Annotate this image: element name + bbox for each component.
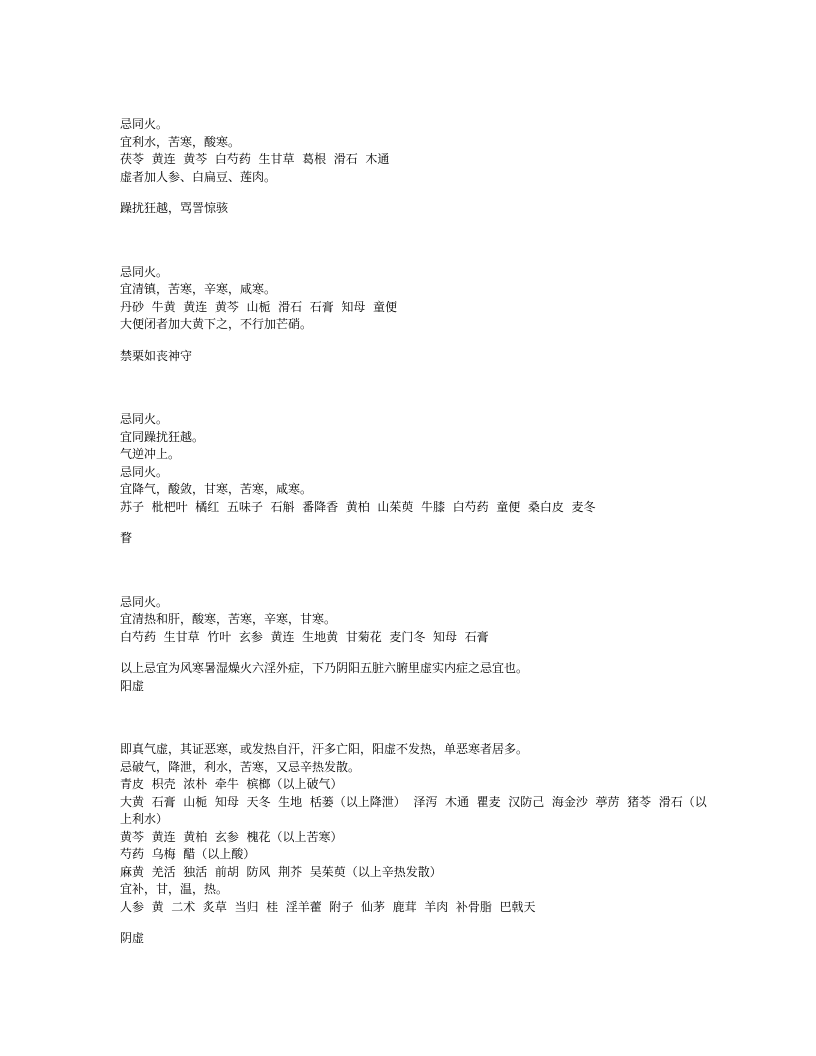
text-line: 忌同火。 [120,412,169,426]
herb-list: 黄芩 黄连 黄柏 玄参 槐花（以上苦寒） [120,829,343,844]
herb-list: 大黄 石膏 山栀 知母 天冬 生地 栝蒌（以上降泄） 泽泻 木通 瞿麦 汉防己 海金沙 葶苈 猪苓 滑石（以上利水） [120,794,707,826]
herb-list: 芍药 乌梅 醋（以上酸） [120,847,256,861]
herb-list: 青皮 枳壳 浓朴 牵牛 槟榔（以上破气） [120,777,343,791]
text-line: 虚者加人参、白扁豆、莲肉。 [120,169,277,184]
text-line: 即真气虚，其证恶寒，或发热自汗，汗多亡阳，阳虚不发热，单恶寒者居多。 [120,742,529,756]
text-line: 宜补，甘，温，热。 [120,882,229,896]
summary-line: 以上忌宜为风寒暑湿燥火六淫外症，下乃阴阳五脏六腑里虚实内症之忌宜也。 [120,661,529,675]
text-line: 忌同火。 [120,264,169,279]
herb-list: 丹砂 牛黄 黄连 黄芩 山栀 滑石 石膏 知母 童便 [120,299,398,314]
text-line: 宜清镇，苦寒，辛寒，咸寒。 [120,282,277,296]
section-heading: 禁栗如丧神守 [120,348,193,363]
text-line: 宜利水，苦寒，酸寒。 [120,134,241,149]
text-line: 大便闭者加大黄下之，不行加芒硝。 [120,317,313,331]
section-heading: 阴虚 [120,931,145,945]
section-heading: 阳虚 [120,678,145,693]
herb-list: 麻黄 羌活 独活 前胡 防风 荆芥 吴茱萸（以上辛热发散） [120,864,442,879]
herb-list: 茯苓 黄连 黄芩 白芍药 生甘草 葛根 滑石 木通 [120,152,390,166]
text-line: 宜清热和肝，酸寒，苦寒，辛寒，甘寒。 [120,612,337,626]
herb-list: 苏子 枇杷叶 橘红 五味子 石斛 番降香 黄柏 山茱萸 牛膝 白芍药 童便 桑白皮 麦冬 [120,499,596,514]
text-line: 忌同火。 [120,117,169,131]
herb-list: 白芍药 生甘草 竹叶 玄参 黄连 生地黄 甘菊花 麦门冬 知母 石膏 [120,629,489,644]
text-line: 忌破气，降泄，利水，苦寒，又忌辛热发散。 [120,759,361,774]
section-heading: 瞀 [120,531,133,545]
text-line: 忌同火。 [120,594,169,609]
document-page [120,116,710,948]
herb-list: 人参 黄 二术 炙草 当归 桂 淫羊藿 附子 仙茅 鹿茸 羊肉 补骨脂 巴戟天 [120,899,536,914]
text-line: 宜同躁扰狂越。 [120,429,205,444]
text-line: 宜降气，酸敛，甘寒，苦寒，咸寒。 [120,482,313,496]
text-line: 气逆冲上。 [120,447,181,461]
section-heading: 躁扰狂越，骂詈惊骇 [120,201,229,215]
text-line: 忌同火。 [120,464,169,479]
